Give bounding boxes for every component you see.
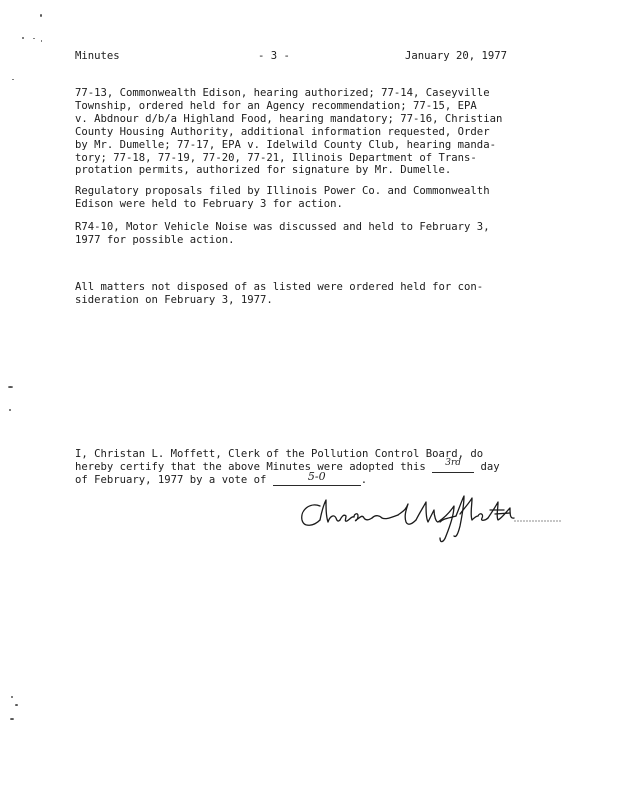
scan-speck [33, 38, 35, 39]
certification-line-1: I, Christan L. Moffett, Clerk of the Pollution Control Board, do [75, 448, 484, 460]
scan-speck [10, 718, 14, 720]
page-number: - 3 - [258, 50, 290, 62]
scan-speck [9, 409, 11, 411]
vote-blank [273, 469, 361, 486]
certification-text: . [360, 473, 368, 486]
page-header [75, 50, 545, 63]
clerk-certification [75, 448, 555, 487]
scan-speck [8, 386, 13, 388]
handwritten-day: 3rd [445, 457, 462, 468]
paragraph-matters-held: All matters not disposed of as listed were ordered held for con- sideration on February 3, 1977. [75, 281, 484, 306]
clerk-signature [290, 492, 570, 552]
day-blank [432, 457, 474, 473]
scan-speck [11, 696, 13, 698]
scan-speck [40, 14, 42, 17]
paragraph-regulatory-proposals: Regulatory proposals filed by Illinois Power Co. and Commonwealth Edison were held to February 3 for action. [75, 185, 490, 210]
header-date: January 20, 1977 [405, 50, 508, 62]
scan-speck [22, 37, 24, 39]
scan-speck [12, 79, 14, 80]
scan-speck [41, 40, 42, 42]
handwritten-vote: 5-0 [307, 469, 326, 483]
certification-line-3 [75, 469, 555, 487]
header-title: Minutes [75, 50, 120, 62]
scan-speck [15, 704, 18, 706]
paragraph-motor-vehicle-noise: R74-10, Motor Vehicle Noise was discussed and held to February 3, 1977 for possible action. [75, 221, 490, 246]
certification-text: hereby certify that the above Minutes were adopted this [75, 460, 433, 473]
certification-text: of February, 1977 by a vote of [75, 473, 273, 486]
paragraph-dispositions: 77-13, Commonwealth Edison, hearing authorized; 77-14, Caseyville Township, ordered held for an Agency recommendation; 77-15, EPA v. Abdnour d/b/a Highland Food, hearing mandatory; 77-16, Christian County Housing Authority, additional information requested, Order by Mr. Dumelle; 77-17, EPA v. Idelwild County Club, hearing manda- tory; 77-18, 77-19, 77-20, 77-21, Illinois Department of Trans- protation permits, authorized for signature by Mr. Dumelle. [75, 87, 503, 177]
certification-text: day [474, 460, 500, 473]
